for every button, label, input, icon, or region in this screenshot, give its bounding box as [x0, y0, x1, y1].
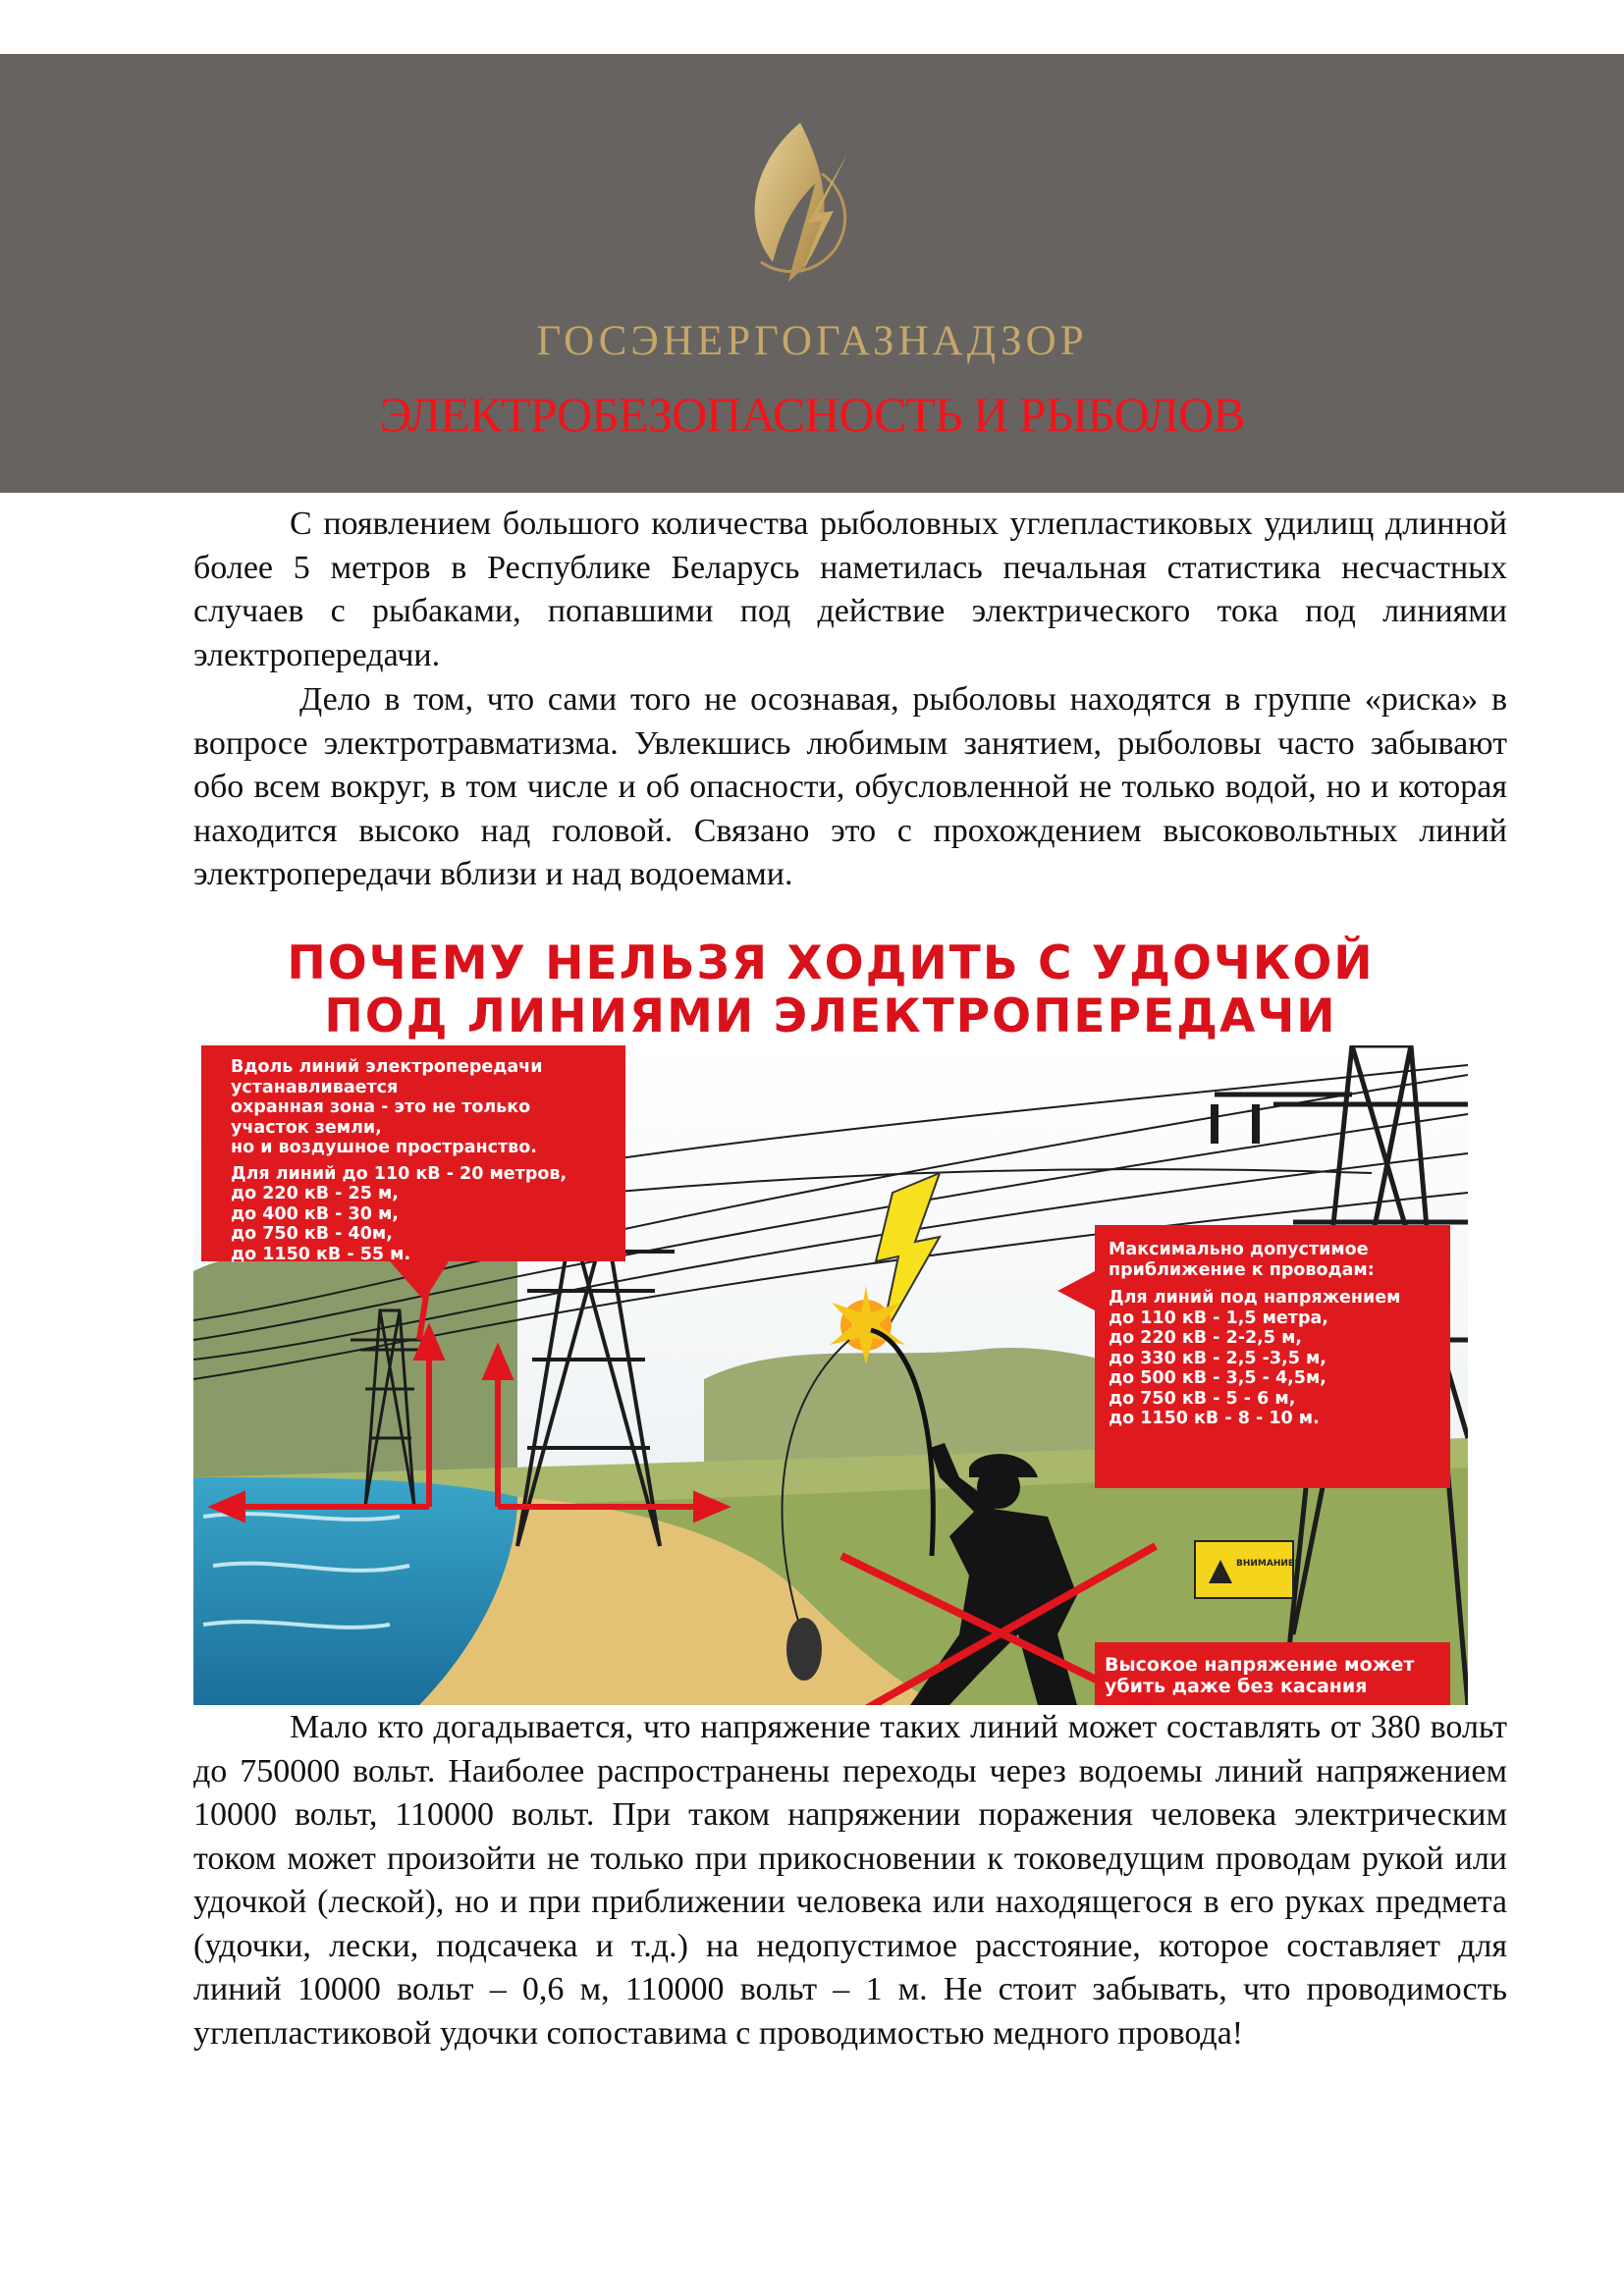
approach-distance-text: Максимально допустимое приближение к проводам: Для линий под напряжением до 110 кВ - 1,5 метра, до 220 кВ - 2-2,5 м, до 330 кВ - 2,5 -3,5 м, до 500 кВ - 3,5 - 4,5м, до 750 кВ - 5 - 6 м, до 1150 кВ - 8 - 10 м. [1109, 1240, 1401, 1428]
header-banner [0, 54, 1624, 493]
paragraph-voltage: Мало кто догадывается, что напряжение таких линий может составлять от 380 вольт до 750000 вольт. Наиболее распространены переходы через водоемы линий напряжением 10000 вольт, 110000 вольт. При таком напряжении поражения человека электрическим током может произойти не только при прикосновении к токоведущим проводам рукой или удочкой (леской), но и при приближении человека или находящегося в его руках предмета (удочки, лески, подсачека и т.д.) на недопустимое расстояние, которое составляет для линий 10000 вольт – 0,6 м, 110000 вольт – 1 м. Не стоит забывать, что проводимость углепластиковой удочки сопоставима с проводимостью медного провода! [193, 1709, 1507, 2052]
high-voltage-warning-text: Высокое напряжение может убить даже без касания [1105, 1654, 1415, 1697]
protection-zone-text: Вдоль линий электропередачи устанавливается охранная зона - это не только участок земли, но и воздушное пространство. Для линий до 110 кВ - 20 метров, до 220 кВ - 25 м, до 400 кВ - 30 м, до 750 кВ - 40м, до 1150 кВ - 55 м. [231, 1057, 568, 1264]
document-title: ЭЛЕКТРОБЕЗОПАСНОСТЬ И РЫБОЛОВ [379, 387, 1245, 442]
paragraph-risk: Дело в том, что сами того не осознавая, рыболовы находятся в группе «риска» в вопросе электротравматизма. Увлекшись любимым занятием, рыболовы часто забывают обо всем вокруг, в том числе и об опасности, обусловленной не только водой, но и которая находится высоко над головой. Связано это с прохождением высоковольтных линий электропередачи вблизи и над водоемами. [193, 681, 1507, 892]
safety-poster [193, 937, 1468, 1705]
poster-headline [193, 937, 1468, 1045]
poster-illustration [193, 1045, 1468, 1705]
leaf-lightning-logo-icon [731, 115, 879, 296]
warning-sign [1195, 1541, 1298, 1598]
poster-headline-line1: ПОЧЕМУ НЕЛЬЗЯ ХОДИТЬ С УДОЧКОЙ [287, 936, 1375, 990]
fish-icon [786, 1618, 822, 1681]
organization-name: ГОСЭНЕРГОГАЗНАДЗОР [536, 318, 1088, 364]
paragraph-intro: С появлением большого количества рыболовных углепластиковых удилищ длинной более 5 метров в Республике Беларусь наметилась печальная статистика несчастных случаев с рыбаками, попавшими под действие электрического тока под линиями электропередачи. [193, 506, 1507, 673]
poster-headline-line2: ПОД ЛИНИЯМИ ЭЛЕКТРОПЕРЕДАЧИ [324, 989, 1337, 1043]
svg-text:ВНИМАНИЕ!: ВНИМАНИЕ! [1236, 1559, 1299, 1569]
